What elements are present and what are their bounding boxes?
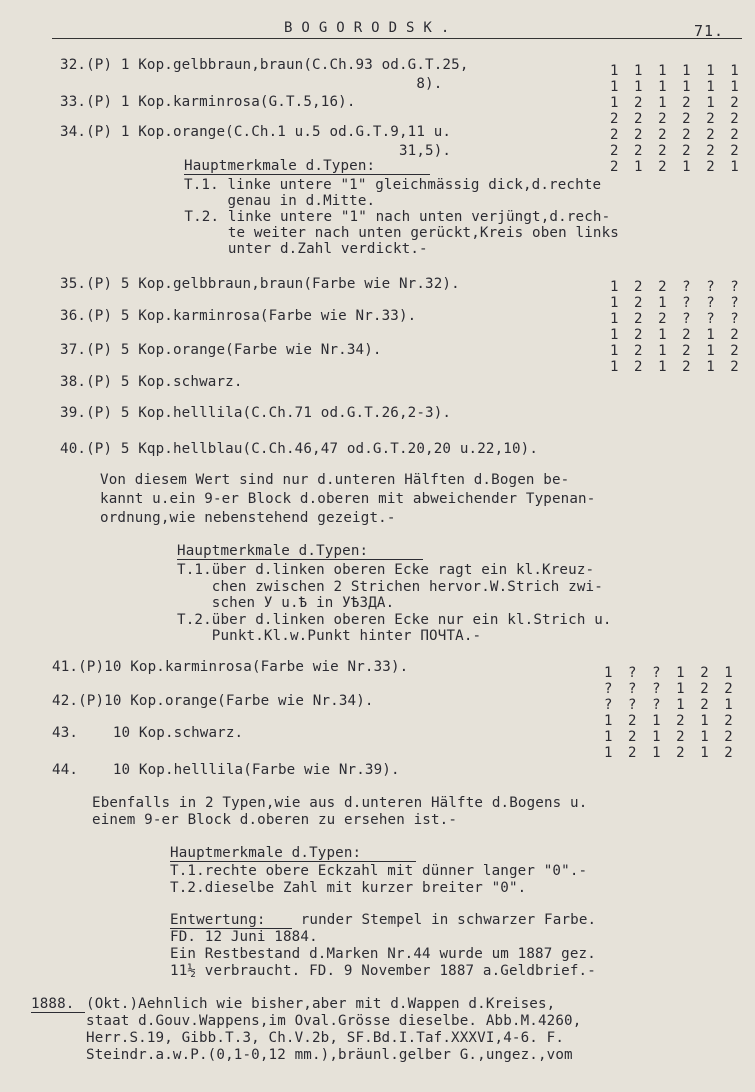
note-b-line: kannt u.ein 9-er Block d.oberen mit abweichender Typenan- [100, 491, 596, 507]
year-underline [31, 1012, 85, 1013]
header-rule [52, 38, 742, 39]
issue-1888-line: Steindr.a.w.P.(0,1-0,12 mm.),bräunl.gelber G.,ungez.,vom [86, 1047, 573, 1063]
grid-a-row: 2 1 2 1 2 1 [610, 159, 743, 175]
grid-a-row: 2 2 2 2 2 2 [610, 143, 743, 159]
feature-a-line: unter d.Zahl verdickt.- [167, 241, 428, 257]
feature-c-line: T.2.dieselbe Zahl mit kurzer breiter "0". [170, 880, 527, 896]
grid-b-row: 1 2 2 ? ? ? [610, 279, 743, 295]
grid-b-row: 1 2 1 ? ? ? [610, 295, 743, 311]
cancellation-line: FD. 12 Juni 1884. [170, 929, 318, 945]
grid-b-row: 1 2 2 ? ? ? [610, 311, 743, 327]
entry-40: 40.(P) 5 Kqp.hellblau(C.Ch.46,47 od.G.T.20,20 u.22,10). [60, 441, 539, 457]
issue-1888-line: staat d.Gouv.Wappens,im Oval.Grösse dieselbe. Abb.M.4260, [86, 1013, 582, 1029]
feature-b-line: Punkt.Kl.w.Punkt hinter ПОЧТА.- [177, 628, 482, 644]
cancellation-line: 11½ verbraucht. FD. 9 November 1887 a.Geldbrief.- [170, 963, 596, 979]
entry-32-line-1: 32.(P) 1 Kop.gelbbraun,braun(C.Ch.93 od.G.T.25, [60, 57, 469, 73]
entry-35: 35.(P) 5 Kop.gelbbraun,braun(Farbe wie Nr.32). [60, 276, 460, 292]
entry-39: 39.(P) 5 Kop.helllila(C.Ch.71 od.G.T.26,2-3). [60, 405, 452, 421]
grid-a-row: 2 2 2 2 2 2 [610, 127, 743, 143]
feature-b-line: T.1.über d.linken oberen Ecke ragt ein kl.Kreuz- [177, 562, 595, 578]
grid-c-row: ? ? ? 1 2 2 [604, 681, 737, 697]
grid-c-row: 1 ? ? 1 2 1 [604, 665, 737, 681]
grid-a-row: 1 1 1 1 1 1 [610, 79, 743, 95]
entry-41: 41.(P)10 Kop.karminrosa(Farbe wie Nr.33). [52, 659, 409, 675]
entry-33: 33.(P) 1 Kop.karminrosa(G.T.5,16). [60, 94, 356, 110]
grid-a-row: 1 2 1 2 1 2 [610, 95, 743, 111]
issue-1888-line: (Okt.)Aehnlich wie bisher,aber mit d.Wappen d.Kreises, [86, 996, 556, 1012]
heading-underline [184, 174, 430, 175]
entry-36: 36.(P) 5 Kop.karminrosa(Farbe wie Nr.33). [60, 308, 417, 324]
features-heading-a: Hauptmerkmale d.Typen: [184, 158, 376, 174]
entry-37: 37.(P) 5 Kop.orange(Farbe wie Nr.34). [60, 342, 382, 358]
grid-c-row: ? ? ? 1 2 1 [604, 697, 737, 713]
features-heading-c: Hauptmerkmale d.Typen: [170, 845, 362, 861]
feature-a-line: T.1. linke untere "1" gleichmässig dick,d.rechte [184, 177, 602, 193]
grid-a-row: 1 1 1 1 1 1 [610, 63, 743, 79]
cancellation-text: runder Stempel in schwarzer Farbe. [292, 912, 597, 928]
features-heading-b: Hauptmerkmale d.Typen: [177, 543, 369, 559]
feature-a-line: genau in d.Mitte. [184, 193, 376, 209]
year-heading: 1888. [31, 996, 75, 1012]
feature-b-line: schen У u.Ѣ in УѢЗДА. [177, 595, 395, 611]
note-c-line: Ebenfalls in 2 Typen,wie aus d.unteren Hälfte d.Bogens u. [92, 795, 588, 811]
entry-44: 44. 10 Kop.helllila(Farbe wie Nr.39). [52, 762, 400, 778]
grid-c-row: 1 2 1 2 1 2 [604, 713, 737, 729]
grid-c-row: 1 2 1 2 1 2 [604, 745, 737, 761]
grid-b-row: 1 2 1 2 1 2 [610, 359, 743, 375]
feature-b-line: chen zwischen 2 Strichen hervor.W.Strich zwi- [177, 579, 603, 595]
cancellation-heading: Entwertung: [170, 912, 266, 928]
grid-b-row: 1 2 1 2 1 2 [610, 327, 743, 343]
feature-c-line: T.1.rechte obere Eckzahl mit dünner langer "0".- [170, 863, 588, 879]
heading-underline [170, 861, 416, 862]
feature-a-line: te weiter nach unten gerückt,Kreis oben links [167, 225, 619, 241]
grid-a-row: 2 2 2 2 2 2 [610, 111, 743, 127]
feature-b-line: T.2.über d.linken oberen Ecke nur ein kl.Strich u. [177, 612, 612, 628]
grid-b-row: 1 2 1 2 1 2 [610, 343, 743, 359]
entry-32-line-2: 8). [60, 76, 443, 92]
heading-underline [177, 559, 423, 560]
note-b-line: ordnung,wie nebenstehend gezeigt.- [100, 510, 396, 526]
page-number: 71. [694, 22, 725, 40]
note-c-line: einem 9-er Block d.oberen zu ersehen ist.- [92, 812, 458, 828]
cancellation-line: Ein Restbestand d.Marken Nr.44 wurde um 1887 gez. [170, 946, 596, 962]
entry-38: 38.(P) 5 Kop.schwarz. [60, 374, 243, 390]
entry-34-line-2: 31,5). [60, 143, 452, 159]
running-header: BOGORODSK. [284, 20, 459, 36]
entry-43: 43. 10 Kop.schwarz. [52, 725, 244, 741]
grid-c-row: 1 2 1 2 1 2 [604, 729, 737, 745]
feature-a-line: T.2. linke untere "1" nach unten verjüngt,d.rech- [167, 209, 611, 225]
issue-1888-line: Herr.S.19, Gibb.T.3, Ch.V.2b, SF.Bd.I.Taf.XXXVI,4-6. F. [86, 1030, 565, 1046]
entry-34-line-1: 34.(P) 1 Kop.orange(C.Ch.1 u.5 od.G.T.9,11 u. [60, 124, 452, 140]
note-b-line: Von diesem Wert sind nur d.unteren Hälften d.Bogen be- [100, 472, 570, 488]
entry-42: 42.(P)10 Kop.orange(Farbe wie Nr.34). [52, 693, 374, 709]
